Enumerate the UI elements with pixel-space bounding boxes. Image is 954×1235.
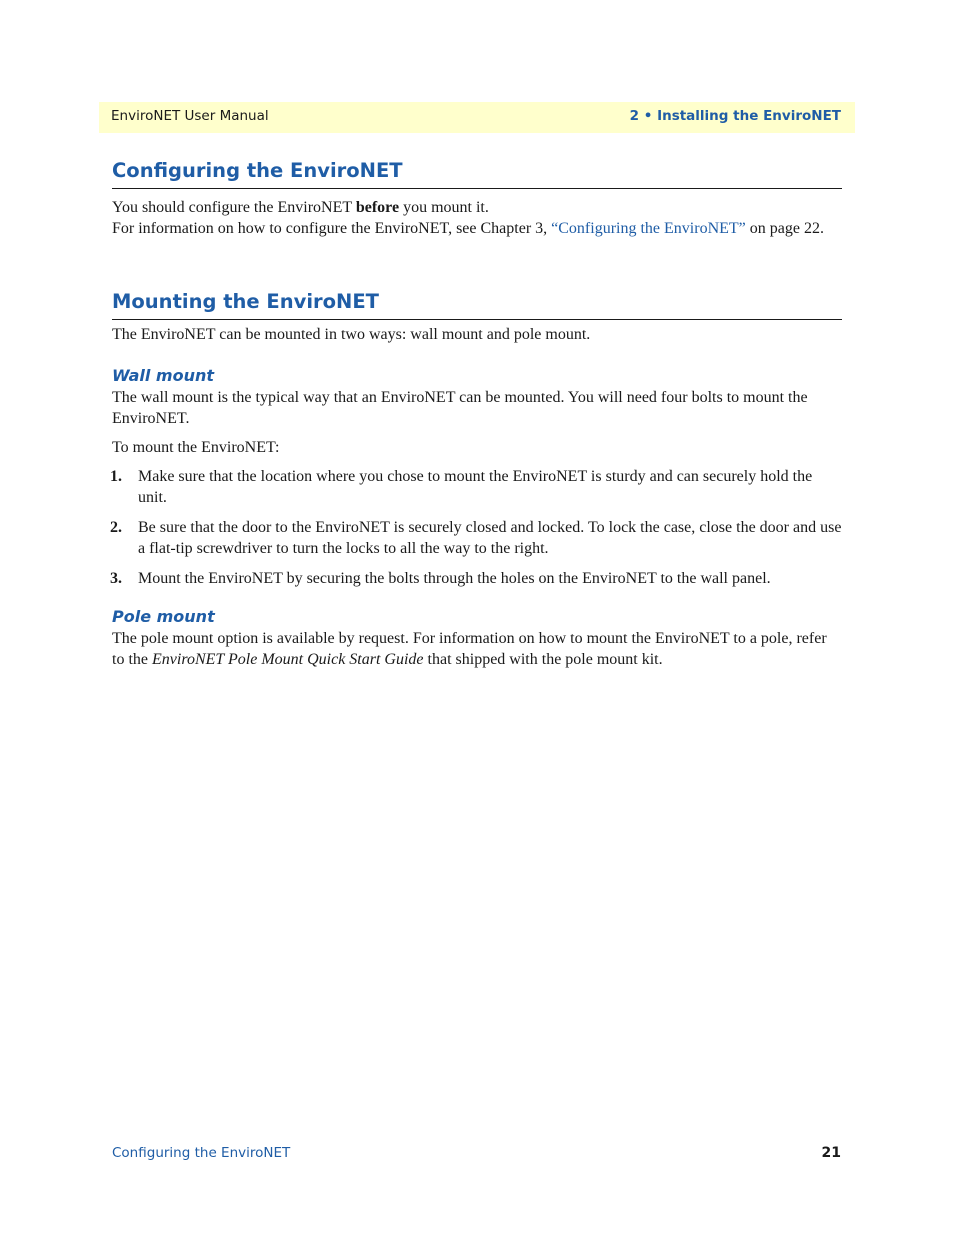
chapter-3-link[interactable]: “Configuring the EnviroNET”	[551, 220, 746, 237]
page-content	[112, 158, 842, 670]
section-title-configuring: Configuring the EnviroNET	[112, 158, 842, 189]
running-header	[99, 102, 855, 133]
wall-mount-paragraph-2: To mount the EnviroNET:	[112, 439, 280, 456]
pole-mount-paragraph: The pole mount option is available by request. For information on how to mount the EnviroNET to a pole, refer to the EnviroNET Pole Mount Quick Start Guide that shipped with the pole mount kit.	[112, 630, 827, 668]
footer-section-title: Configuring the EnviroNET	[112, 1145, 291, 1161]
subsection-title-pole-mount: Pole mount	[112, 607, 215, 626]
configuring-paragraph-2: For information on how to configure the EnviroNET, see Chapter 3, “Configuring the EnviroNET” on page 22.	[112, 220, 824, 237]
guide-title: EnviroNET Pole Mount Quick Start Guide	[152, 651, 424, 668]
mounting-intro: The EnviroNET can be mounted in two ways: wall mount and pole mount.	[112, 326, 591, 343]
list-item: 1. Make sure that the location where you chose to mount the EnviroNET is sturdy and can securely hold the unit.	[110, 468, 813, 506]
subsection-title-wall-mount: Wall mount	[112, 366, 214, 385]
wall-mount-paragraph-1: The wall mount is the typical way that an EnviroNET can be mounted. You will need four bolts to mount the EnviroNET.	[112, 389, 808, 427]
section-title-mounting: Mounting the EnviroNET	[112, 289, 842, 320]
emphasis-before: before	[355, 199, 400, 216]
manual-title: EnviroNET User Manual	[111, 108, 269, 124]
wall-mount-steps	[110, 466, 842, 589]
page-number: 21	[821, 1145, 841, 1161]
list-item: 2. Be sure that the door to the EnviroNET is securely closed and locked. To lock the case, close the door and use a flat-tip screwdriver to turn the locks to all the way to the right.	[110, 519, 842, 557]
list-item: 3. Mount the EnviroNET by securing the bolts through the holes on the EnviroNET to the wall panel.	[110, 570, 771, 587]
chapter-title: 2 • Installing the EnviroNET	[629, 108, 841, 124]
configuring-paragraph-1: You should configure the EnviroNET before you mount it.	[112, 199, 489, 216]
